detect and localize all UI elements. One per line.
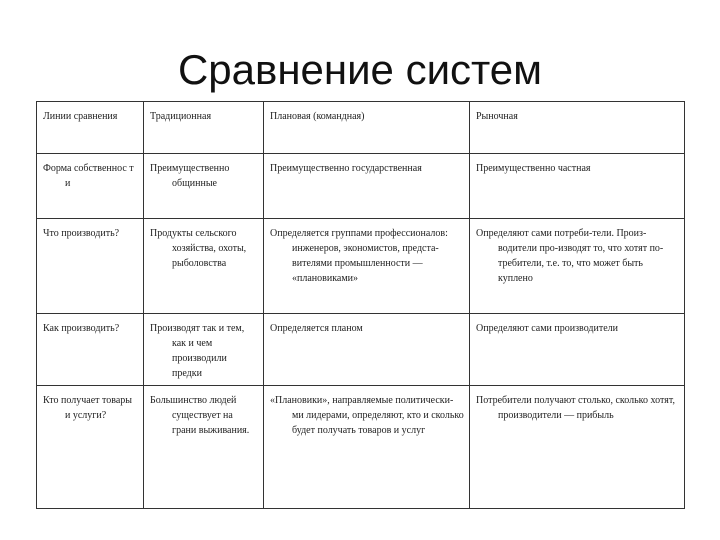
table-row [37, 154, 685, 219]
comparison-table [36, 101, 685, 509]
table-header-row [37, 102, 685, 154]
table-cell: Определяют сами производители [470, 314, 685, 386]
table-cell: Преимущественно общинные [144, 154, 264, 219]
slide-title: Сравнение систем [177, 46, 543, 93]
table-row [37, 314, 685, 386]
table-cell: Форма собственнос ти [37, 154, 144, 219]
table-cell: Определяется группами профессионалов: инженеров, экономистов, предста-вителями промышленности — «плановиками» [264, 219, 470, 314]
table-cell: Определяется планом [264, 314, 470, 386]
table-cell: Определяют сами потреби-тели. Произ-водители про-изводят то, что хотят по-требители, т.е. то, что может быть куплено [470, 219, 685, 314]
header-cell: Рыночная [470, 102, 685, 154]
table-row [37, 386, 685, 509]
table-cell: Как производить? [37, 314, 144, 386]
header-cell: Линии сравнения [37, 102, 144, 154]
table-cell: «Плановики», направляемые политически-ми лидерами, определяют, кто и сколько будет получать товаров и услуг [264, 386, 470, 509]
table-cell: Большинство людей существует на грани выживания. [144, 386, 264, 509]
table-cell: Продукты сельского хозяйства, охоты, рыболовства [144, 219, 264, 314]
table-cell: Преимущественно государственная [264, 154, 470, 219]
table-cell: Потребители получают столько, сколько хотят, производители — прибыль [470, 386, 685, 509]
table-cell: Производят так и тем, как и чем производили предки [144, 314, 264, 386]
table-row [37, 219, 685, 314]
table-cell: Что производить? [37, 219, 144, 314]
table-cell: Преимущественно частная [470, 154, 685, 219]
table-cell: Кто получает товары и услуги? [37, 386, 144, 509]
header-cell: Традиционная [144, 102, 264, 154]
header-cell: Плановая (командная) [264, 102, 470, 154]
